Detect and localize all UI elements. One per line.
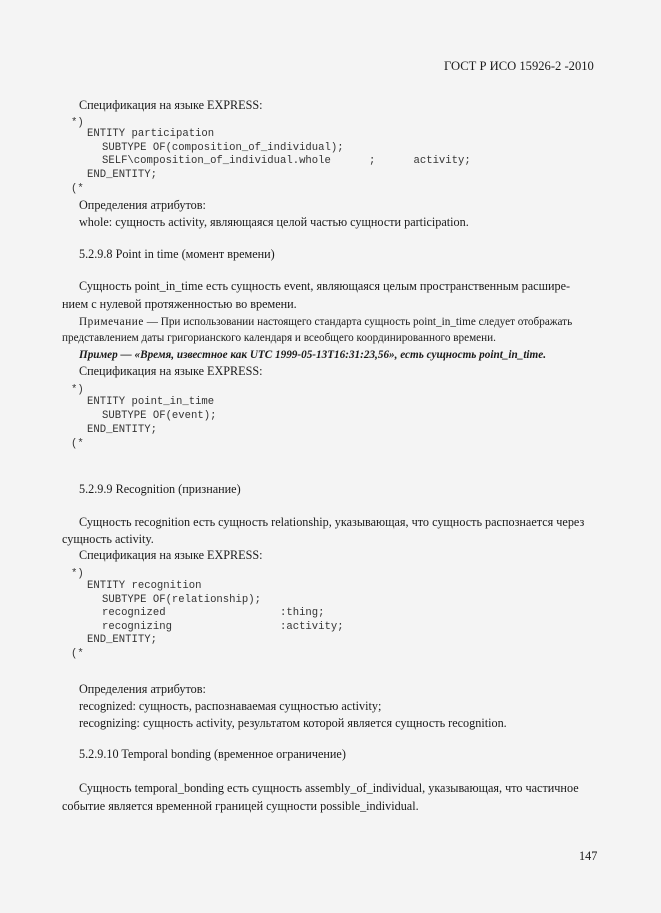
code-line: (* [71, 183, 84, 195]
code-line: recognized :thing; [102, 607, 325, 619]
attribute-definition: recognized: сущность, распознаваемая сущностью activity; [79, 699, 382, 713]
code-line: *) [71, 384, 84, 396]
code-line: SELF\composition_of_individual.whole ; activity; [102, 155, 471, 167]
section-heading: 5.2.9.9 Recognition (признание) [79, 482, 241, 496]
code-line: END_ENTITY; [87, 169, 157, 181]
code-line: *) [71, 117, 84, 129]
code-line: SUBTYPE OF(composition_of_individual); [102, 142, 344, 154]
note-line [79, 316, 572, 328]
document-header: ГОСТ Р ИСО 15926-2 -2010 [444, 59, 594, 73]
paragraph-line: событие является временной границей сущности possible_individual. [62, 799, 419, 813]
code-line: END_ENTITY; [87, 634, 157, 646]
section-heading: 5.2.9.10 Temporal bonding (временное ограничение) [79, 747, 346, 761]
page-number: 147 [579, 849, 598, 863]
code-line: SUBTYPE OF(event); [102, 410, 217, 422]
code-line: ENTITY recognition [87, 580, 202, 592]
attributes-heading: Определения атрибутов: [79, 682, 206, 696]
paragraph-line: Сущность temporal_bonding есть сущность assembly_of_individual, указывающая, что частичное [79, 781, 579, 795]
express-spec-heading: Спецификация на языке EXPRESS: [79, 98, 263, 112]
attributes-heading: Определения атрибутов: [79, 198, 206, 212]
code-line: ENTITY participation [87, 128, 215, 140]
attribute-definition: whole: сущность activity, являющаяся целой частью сущности participation. [79, 215, 469, 229]
code-line: (* [71, 438, 84, 450]
paragraph-line: Сущность recognition есть сущность relationship, указывающая, что сущность распознается через [79, 515, 585, 529]
code-line: SUBTYPE OF(relationship); [102, 594, 261, 606]
express-spec-heading: Спецификация на языке EXPRESS: [79, 364, 263, 378]
section-heading: 5.2.9.8 Point in time (момент времени) [79, 247, 275, 261]
example-line: Пример — «Время, известное как UTC 1999-05-13T16:31:23,56», есть сущность point_in_time. [79, 349, 547, 361]
note-label: Примечание [79, 316, 144, 328]
code-line: *) [71, 568, 84, 580]
paragraph-line: нием с нулевой протяженностью во времени. [62, 297, 297, 311]
code-line: ENTITY point_in_time [87, 396, 215, 408]
note-line: представлением даты григорианского календаря и всеобщего координированного времени. [62, 332, 496, 344]
paragraph-line: сущность activity. [62, 532, 154, 546]
express-spec-heading: Спецификация на языке EXPRESS: [79, 548, 263, 562]
note-text: — При использовании настоящего стандарта сущность point_in_time следует отображать [143, 316, 573, 328]
code-line: END_ENTITY; [87, 424, 157, 436]
code-line: recognizing :activity; [102, 621, 344, 633]
code-line: (* [71, 648, 84, 660]
attribute-definition: recognizing: сущность activity, результатом которой является сущность recognition. [79, 716, 507, 730]
paragraph-line: Сущность point_in_time есть сущность event, являющаяся целым пространственным расшире- [79, 279, 571, 293]
